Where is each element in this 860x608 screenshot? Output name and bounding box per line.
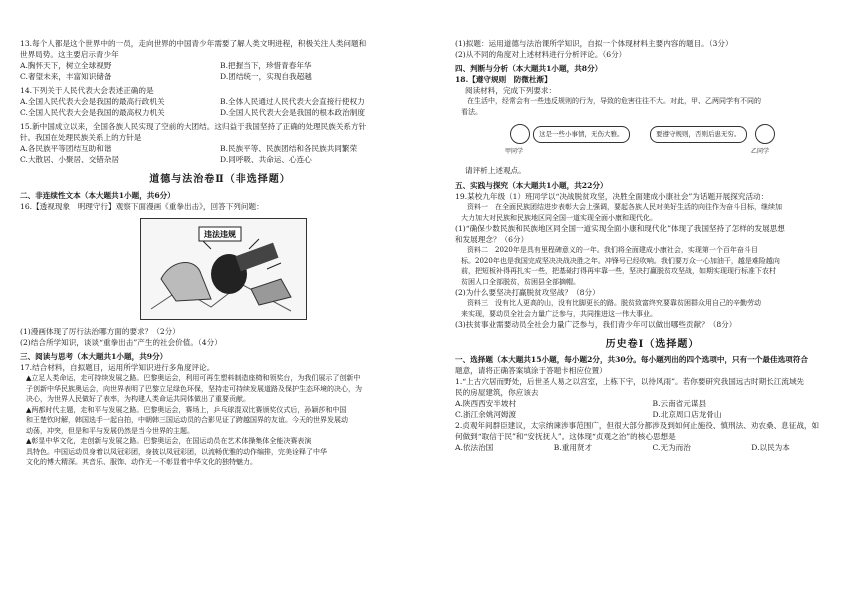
q13-options-row2 bbox=[20, 71, 420, 82]
q13-stem: 13.每个人都是这个世界中的一员，走向世界的中国青少年需要了解人类文明进程，积极关注人类问题和 bbox=[20, 39, 367, 48]
h2-option-c: C.无为而治 bbox=[652, 443, 691, 452]
q13-options-row1 bbox=[20, 60, 420, 71]
q14-options-row2 bbox=[20, 107, 420, 118]
q18-read: 阅读材料，完成下列要求： bbox=[465, 86, 557, 95]
q17-sub2: (2)从不同的角度对上述材料进行分析评论。（6分） bbox=[455, 50, 627, 59]
h1-options-row2 bbox=[455, 409, 850, 420]
h2-option-d: D.以民为本 bbox=[751, 443, 790, 452]
history-section-1-heading: 一、选择题（本大题共15小题，每小题2分，共30分。每小题列出的四个选项中，只有一个最佳选项符合 bbox=[455, 355, 808, 364]
q19-a2: 大力加大对民族和民族地区同全国一道实现全面小康和现代化。 bbox=[461, 213, 657, 222]
q17-material bbox=[20, 373, 420, 468]
q19-material-3 bbox=[455, 298, 850, 319]
q13-option-b: B.把握当下，珍惜青春年华 bbox=[220, 61, 312, 70]
h1-option-a: A.陕西西安半坡村 bbox=[455, 399, 517, 408]
q18-dialogue bbox=[455, 120, 850, 162]
student-jia-label: 甲同学 bbox=[505, 148, 524, 155]
cartoon-image bbox=[140, 218, 307, 320]
cartoon-drawing bbox=[141, 219, 306, 319]
q17-m2b: 和王楚钦时解，韩国选手一起自拍，中朝韩三国运动员的合影见证了跨越国界的友谊。今天的世界发展动 bbox=[26, 416, 348, 424]
q15-stem-cont: 针。我国在处理民族关系上的方针是 bbox=[20, 133, 142, 142]
h1-stem: 1.“上古穴居而野处，后世圣人易之以宫室，上栋下宇，以待风雨”。若你要研究我国远古时期长江流域先 bbox=[455, 377, 805, 386]
h1-option-c: C.浙江余姚河姆渡 bbox=[455, 410, 517, 419]
student-yi-bubble: 要遵守规则，否则后患无穷。 bbox=[650, 126, 747, 143]
q18-material bbox=[455, 96, 850, 117]
h2-stem-cont: 何做到“取信于民”和“安抚抚人”。这体现“贞观之治”的核心思想是 bbox=[455, 432, 676, 441]
q19-material-1 bbox=[455, 202, 850, 223]
student-jia-avatar bbox=[510, 124, 530, 144]
q15-options-row2 bbox=[20, 154, 420, 165]
q14-option-c: C.全国人民代表大会是我国的最高权力机关 bbox=[20, 108, 165, 117]
q18-mat1: 在生活中，经常会有一些违反规则的行为，导致的危害往往不大。对此，甲、乙两同学有不同的 bbox=[467, 97, 761, 105]
q19-material-2 bbox=[455, 245, 850, 287]
section-3-heading: 三、阅读与思考（本大题共1小题，共9分） bbox=[20, 352, 168, 361]
h2-option-b: B.重用贤才 bbox=[553, 443, 593, 452]
q17-stem: 17.结合材料，自拟题目，运用所学知识进行多角度评论。 bbox=[20, 363, 215, 372]
q17-m1c: 决心，为世界人民做好了表率，为构建人类命运共同体做出了重要贡献。 bbox=[26, 395, 250, 403]
q14-stem: 14.下列关于人民代表大会表述正确的是 bbox=[20, 86, 154, 95]
student-yi-label: 乙同学 bbox=[751, 148, 770, 155]
history-part1-title: 历史卷Ⅰ（选择题） bbox=[605, 339, 700, 350]
q13-option-a: A.胸怀天下，树立全球视野 bbox=[20, 61, 112, 70]
left-column bbox=[20, 38, 420, 468]
h2-option-a: A.依法治国 bbox=[455, 443, 494, 452]
q15-stem: 15.新中国成立以来，全国各族人民实现了空前的大团结。这归益于我国坚持了正确的处理民族关系方针 bbox=[20, 122, 367, 131]
q19-c1: 资料三 没有比人更高的山，没有比脚更长的路。脱贫致富终究要靠贫困群众用自己的辛勤劳动 bbox=[467, 299, 761, 307]
q16-sub2: (2)结合所学知识，谈谈“重拳出击”产生的社会价值。（4分） bbox=[20, 338, 222, 347]
q16-stem: 16.【透视现象 明理守行】观察下面漫画《重拳出击》，回答下列问题： bbox=[20, 202, 264, 211]
section-5-heading: 五、实践与探究（本大题共1小题，共22分） bbox=[455, 181, 608, 190]
h1-option-d: D.北京周口店龙骨山 bbox=[652, 410, 722, 419]
q19-a1: 资料一 在全面民族团结进步表彰大会上强调，要起各族人民对美好生活的向往作为奋斗目标，继续加 bbox=[467, 203, 782, 211]
q15-option-d: D.同呼吸、共命运、心连心 bbox=[220, 155, 312, 164]
q18-stem: 18.【遵守规则 防微杜渐】 bbox=[455, 75, 552, 84]
h1-option-b: B.云南省元谋县 bbox=[652, 399, 707, 408]
section-2-heading: 二、非连续性文本（本大题共1小题，共6分） bbox=[20, 191, 175, 200]
cartoon-sign-text: 违法违规 bbox=[204, 230, 236, 239]
q17-m3b: 具特色。中国运动员身着以凤冠彩团，身披以凤冠彩团，以流畅优雅的动作编排，完美诠释了中华 bbox=[26, 447, 327, 456]
q18-ask: 请评析上述观点。 bbox=[465, 166, 526, 175]
h1-stem-cont: 民的房屋建筑，你应该去 bbox=[455, 388, 539, 397]
history-section-1-cont: 题意，请将正确答案填涂于答题卡相应位置） bbox=[455, 366, 607, 375]
student-yi-avatar bbox=[755, 124, 775, 144]
q17-m2a: ▲两都时代主题，走和平与发展之路。巴黎奥运会，赛场上，乒乓球混双比赛颁奖仪式后，孙颖莎和中国 bbox=[26, 405, 347, 414]
student-jia-bubble: 这是一些小事情，无伤大雅。 bbox=[533, 126, 630, 143]
h1-options-row1 bbox=[455, 398, 850, 409]
q17-m3c: 文化的博大精深。其音乐、服饰、动作无一不彰显着中华文化的独特魅力。 bbox=[26, 458, 257, 466]
q19-sub1-cont: 和发展理念？（6分） bbox=[455, 235, 529, 244]
q14-option-b: B.全体人民通过人民代表大会直接行使权力 bbox=[220, 97, 365, 106]
h2-options bbox=[455, 442, 850, 453]
right-column bbox=[455, 38, 850, 453]
q19-sub1: (1)“确保少数民族和民族地区同全国一道实现全面小康和现代化”体现了我国坚持了怎样的发展思想 bbox=[455, 224, 785, 233]
q15-option-c: C.大散居、小聚居、交错杂居 bbox=[20, 155, 120, 164]
q19-b2: 标。2020年也是我国完成坚决决战决胜之年。冲锋号已经吹响。我们要万众一心加油干，越是难险越向 bbox=[461, 256, 780, 265]
q14-option-d: D.全国人民代表大会是我国的根本政治制度 bbox=[220, 108, 365, 117]
q19-sub3: (3)扶贫事业需要动员全社会力量广泛参与，我们青少年可以做出哪些贡献？（8分） bbox=[455, 320, 737, 329]
q17-m1b: 子创新中华民族奥运会，向世界表明了巴黎立足绿色环保，坚持走可持续发展道路及保护生态环境的决心，为 bbox=[26, 384, 362, 393]
q17-m3a: ▲彰显中华文化，走创新与发展之路。巴黎奥运会，在国运动员在艺术体操集体全能决赛表演 bbox=[26, 437, 312, 445]
q19-sub2: (2)为什么要坚决打赢脱贫攻坚战？（8分） bbox=[455, 288, 600, 297]
q19-c2: 来实现，要动员全社会力量广泛参与，共同推进这一伟大事业。 bbox=[461, 309, 657, 318]
q13-stem-cont: 世界局势。这主要启示青少年 bbox=[20, 50, 119, 59]
q15-option-a: A.各民族平等团结互助和谐 bbox=[20, 144, 112, 153]
q17-m2c: 动荡，冲突，但是和平与发展仍然是当今世界的主题。 bbox=[26, 426, 194, 435]
q15-option-b: B.民族平等、民族团结和各民族共同繁荣 bbox=[220, 144, 358, 153]
q19-b1: 资料二 2020年是具有里程碑意义的一年。我们将全面建成小康社会，实现第一个百年奋斗目 bbox=[467, 246, 758, 254]
q18-mat2: 看法。 bbox=[461, 107, 482, 116]
q13-option-c: C.奢望未来，丰富知识储备 bbox=[20, 72, 112, 81]
h2-stem: 2.贞观年间群臣建议，太宗纳谏涉事范围广，但很大部分都涉及到如何止施役、慎刑法、劝农桑、息征战，如 bbox=[455, 421, 820, 430]
q13-option-d: D.团结统一，实现自我超越 bbox=[220, 72, 312, 81]
part2-title: 道德与法治卷Ⅱ（非选择题） bbox=[149, 174, 291, 185]
q17-m1a: ▲立足人类命运，走可持续发展之路。巴黎奥运会，利用可再生塑料制造座椅和领奖台，为我们展示了创新中 bbox=[26, 374, 361, 382]
q14-option-a: A.全国人民代表大会是我国的最高行政机关 bbox=[20, 97, 165, 106]
q14-options-row1 bbox=[20, 96, 420, 107]
q15-options-row1 bbox=[20, 143, 420, 154]
q19-b4: 贫困人口全部脱贫，贫困县全部摘帽。 bbox=[461, 277, 580, 286]
q16-sub1: (1)漫画体现了厉行法治哪方面的要求？（2分） bbox=[20, 327, 180, 336]
q19-b3: 前，把短板补得再扎实一些，把基础打得再牢靠一些，坚决打赢脱贫攻坚战，如期实现现行标准下农村 bbox=[461, 267, 776, 275]
section-4-heading: 四、判断与分析（本大题共1小题，共8分） bbox=[455, 64, 603, 73]
q19-stem: 19.某校九年级（1）班同学以“决战脱贫攻坚，决胜全面建成小康社会”为话题开展探究活动： bbox=[455, 192, 769, 201]
q17-sub1: (1)拟题：运用道德与法治课所学知识，自拟一个体现材料主要内容的题目。（3分） bbox=[455, 39, 733, 48]
